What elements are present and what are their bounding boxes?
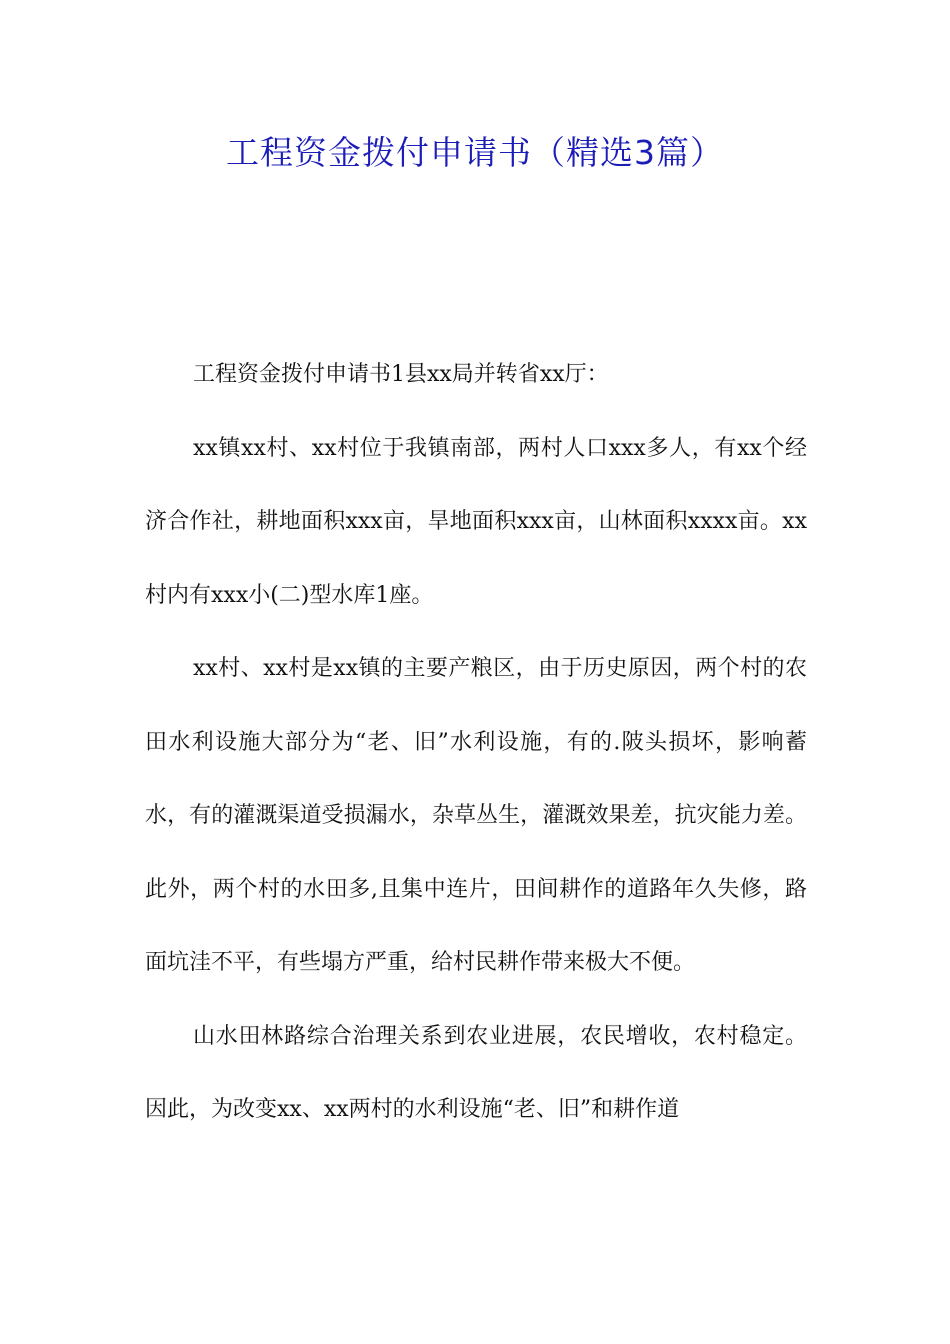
paragraph-purpose: 山水田林路综合治理关系到农业进展，农民增收，农村稳定。因此，为改变xx、xx两村的水利设施“老、旧”和耕作道: [145, 1023, 807, 1122]
document-body: [145, 338, 807, 1147]
paragraph-problem-description: xx村、xx村是xx镇的主要产粮区，由于历史原因，两个村的农田水利设施大部分为“老、旧”水利设施，有的.陂头损坏，影响蓄水，有的灌溉渠道受损漏水，杂草丛生，灌溉效果差，抗灾能力差。此外，两个村的水田多,且集中连片，田间耕作的道路年久失修，路面坑洼不平，有些塌方严重，给村民耕作带来极大不便。: [145, 656, 807, 975]
paragraph-salutation: 工程资金拨付申请书1县xx局并转省xx厅：: [193, 362, 609, 387]
document-title: 工程资金拨付申请书（精选3篇）: [226, 133, 724, 172]
paragraph-village-overview: xx镇xx村、xx村位于我镇南部，两村人口xxx多人，有xx个经济合作社，耕地面积xxx亩，旱地面积xxx亩，山林面积xxxx亩。xx村内有xxx小(二)型水库1座。: [145, 435, 807, 608]
